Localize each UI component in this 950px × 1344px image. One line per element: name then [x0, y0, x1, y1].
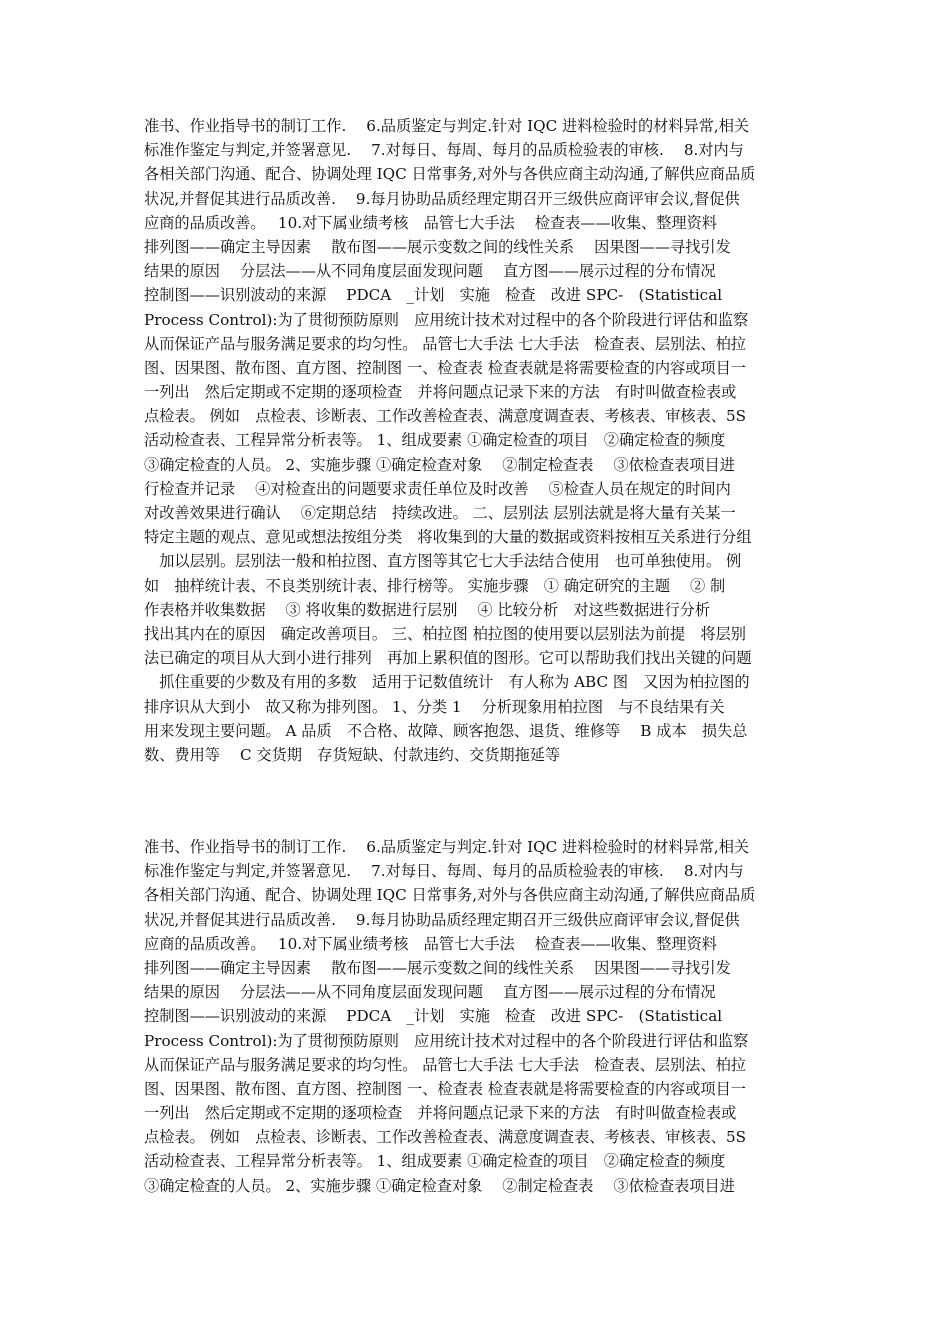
text-line: 控制图——识别波动的来源 PDCA _计划 实施 检查 改进 SPC- (Statistical [144, 1007, 723, 1026]
text-line: 如 抽样统计表、不良类别统计表、排行榜等。 实施步骤 ① 确定研究的主题 ② 制 [144, 576, 726, 595]
text-block-2 [144, 835, 808, 1198]
text-line: 从而保证产品与服务满足要求的均匀性。 品管七大手法 七大手法 检查表、层别法、柏拉 [144, 334, 746, 353]
text-line: 状况,并督促其进行品质改善. 9.每月协助品质经理定期召开三级供应商评审会议,督促供 [144, 189, 740, 208]
text-line: 一列出 然后定期或不定期的逐项检查 并将问题点记录下来的方法 有时叫做查检表或 [144, 383, 737, 402]
text-line: Process Control):为了贯彻预防原则 应用统计技术对过程中的各个阶段进行评估和监察 [144, 1031, 749, 1050]
text-line: 标准作鉴定与判定,并签署意见. 7.对每日、每周、每月的品质检验表的审核. 8.对内与 [144, 141, 744, 160]
text-line: 图、因果图、散布图、直方图、控制图 一、检查表 检查表就是将需要检查的内容或项目一 [144, 358, 746, 377]
text-line: 准书、作业指导书的制订工作. 6.品质鉴定与判定.针对 IQC 进料检验时的材料异常,相关 [144, 838, 750, 856]
text-line: 结果的原因 分层法——从不同角度层面发现问题 直方图——展示过程的分布情况 [144, 262, 716, 281]
text-line: 数、费用等 C 交货期 存货短缺、付款违约、交货期拖延等 [144, 745, 561, 764]
text-line: 控制图——识别波动的来源 PDCA _计划 实施 检查 改进 SPC- (Statistical [144, 286, 723, 305]
text-line: 特定主题的观点、意见或想法按组分类 将收集到的大量的数据或资料按相互关系进行分组 [144, 528, 752, 547]
text-line: 各相关部门沟通、配合、协调处理 IQC 日常事务,对外与各供应商主动沟通,了解供应商品质 [144, 886, 756, 905]
text-line: 作表格并收集数据 ③ 将收集的数据进行层别 ④ 比较分析 对这些数据进行分析 [144, 600, 711, 619]
text-line: 一列出 然后定期或不定期的逐项检查 并将问题点记录下来的方法 有时叫做查检表或 [144, 1104, 737, 1123]
text-line: 找出其内在的原因 确定改善项目。 三、柏拉图 柏拉图的使用要以层别法为前提 将层别 [144, 624, 746, 643]
text-line: 图、因果图、散布图、直方图、控制图 一、检查表 检查表就是将需要检查的内容或项目一 [144, 1079, 746, 1098]
text-line: 点检表。 例如 点检表、诊断表、工作改善检查表、满意度调查表、考核表、审核表、5S [144, 1128, 747, 1147]
text-line: 点检表。 例如 点检表、诊断表、工作改善检查表、满意度调查表、考核表、审核表、5S [144, 407, 747, 426]
text-line: 从而保证产品与服务满足要求的均匀性。 品管七大手法 七大手法 检查表、层别法、柏拉 [144, 1055, 746, 1074]
text-line: 用来发现主要问题。 A 品质 不合格、故障、顾客抱怨、退货、维修等 B 成本 损失总 [144, 721, 748, 740]
text-line: 法已确定的项目从大到小进行排列 再加上累积值的图形。它可以帮助我们找出关键的问题 [144, 649, 752, 668]
text-line: 应商的品质改善。 10.对下属业绩考核 品管七大手法 检查表——收集、整理资料 [144, 934, 717, 953]
text-line: 活动检查表、工程异常分析表等。 1、组成要素 ①确定检查的项目 ②确定检查的频度 [144, 1152, 726, 1171]
text-line: 对改善效果进行确认 ⑥定期总结 持续改进。 二、层别法 层别法就是将大量有关某一 [144, 504, 736, 522]
text-line: 加以层别。层别法一般和柏拉图、直方图等其它七大手法结合使用 也可单独使用。 例 [144, 552, 742, 571]
text-line: 活动检查表、工程异常分析表等。 1、组成要素 ①确定检查的项目 ②确定检查的频度 [144, 431, 726, 450]
text-line: 准书、作业指导书的制订工作. 6.品质鉴定与判定.针对 IQC 进料检验时的材料异常,相关 [144, 117, 750, 135]
text-line: 结果的原因 分层法——从不同角度层面发现问题 直方图——展示过程的分布情况 [144, 983, 716, 1002]
text-line: ③确定检查的人员。 2、实施步骤 ①确定检查对象 ②制定检查表 ③依检查表项目进 [144, 455, 735, 474]
text-line: 应商的品质改善。 10.对下属业绩考核 品管七大手法 检查表——收集、整理资料 [144, 213, 717, 232]
text-line: 状况,并督促其进行品质改善. 9.每月协助品质经理定期召开三级供应商评审会议,督促供 [144, 910, 740, 929]
text-line: 行检查并记录 ④对检查出的问题要求责任单位及时改善 ⑤检查人员在规定的时间内 [144, 479, 731, 498]
text-line: ③确定检查的人员。 2、实施步骤 ①确定检查对象 ②制定检查表 ③依检查表项目进 [144, 1176, 735, 1195]
text-line: 标准作鉴定与判定,并签署意见. 7.对每日、每周、每月的品质检验表的审核. 8.对内与 [144, 862, 744, 881]
text-line: Process Control):为了贯彻预防原则 应用统计技术对过程中的各个阶段进行评估和监察 [144, 310, 749, 329]
text-line: 各相关部门沟通、配合、协调处理 IQC 日常事务,对外与各供应商主动沟通,了解供应商品质 [144, 165, 756, 184]
text-line: 排序识从大到小 故又称为排列图。 1、分类 1 分析现象用柏拉图 与不良结果有关 [144, 697, 725, 716]
text-line: 排列图——确定主导因素 散布图——展示变数之间的线性关系 因果图——寻找引发 [144, 237, 731, 256]
text-line: 排列图——确定主导因素 散布图——展示变数之间的线性关系 因果图——寻找引发 [144, 958, 731, 977]
text-block-1 [144, 114, 808, 767]
text-line: 抓住重要的少数及有用的多数 适用于记数值统计 有人称为 ABC 图 又因为柏拉图的 [144, 673, 750, 692]
